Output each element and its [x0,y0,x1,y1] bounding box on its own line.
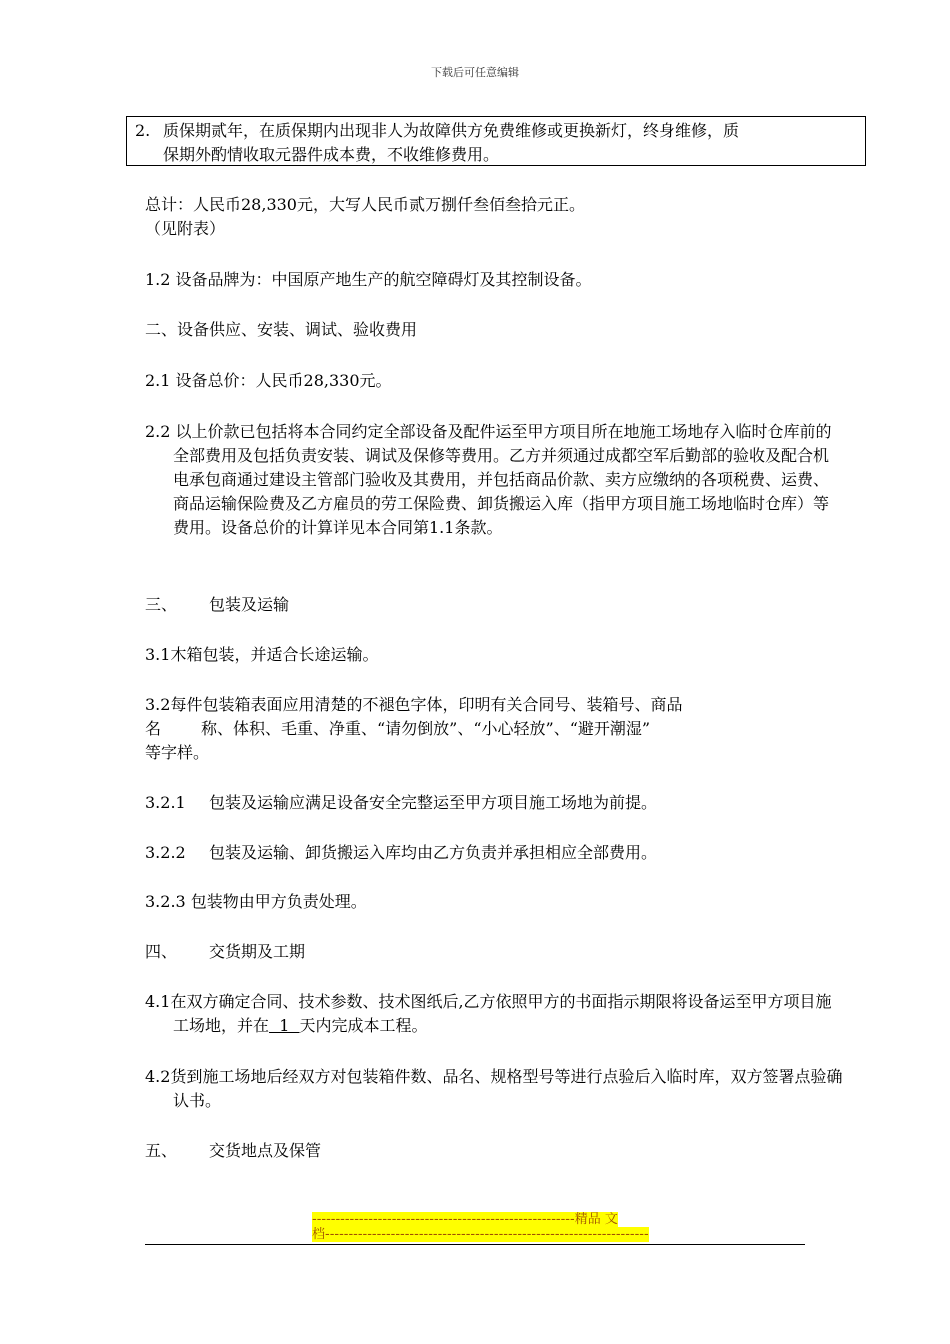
total-line-1: 总计：人民币28,330元，大写人民币贰万捌仟叁佰叁拾元正。 [145,195,585,214]
footer-watermark [312,1212,650,1242]
total-line-2: （见附表） [145,219,226,238]
clause-3-2-line-2-text: 称、体积、毛重、净重、“请勿倒放”、“小心轻放”、“避开潮湿” [201,719,651,738]
clause-4-1-text-after: 天内完成本工程。 [299,1016,428,1035]
clause-3-2-line-3: 等字样。 [145,743,210,762]
section-5-label: 交货地点及保管 [209,1141,322,1160]
clause-4-1-days: 1 [269,1016,300,1035]
footer-watermark-line-2 [312,1227,650,1242]
clause-3-2-3: 3.2.3 包装物由甲方负责处理。 [145,892,367,911]
clause-3-2-line-1: 3.2每件包装箱表面应用清楚的不褪色字体，印明有关合同号、装箱号、商品 [145,695,683,714]
clause-3-2-word-start: 名 [145,719,162,738]
section-3-label: 包装及运输 [209,595,290,614]
clause-3-2-line-2 [145,717,810,741]
clause-3-2-1-text: 包装及运输应满足设备安全完整运至甲方项目施工场地为前提。 [209,793,658,812]
warranty-box [126,116,866,166]
section-4-label: 交货期及工期 [209,942,306,961]
clause-4-1-text-before: 4.1在双方确定合同、技术参数、技术图纸后,乙方依照甲方的书面指示期限将设备运至甲方项目施工场地，并在 [145,992,832,1035]
clause-3-2-1 [145,791,810,815]
footer-watermark-text-2: 档--------------------------------------------------------------------- [312,1227,649,1242]
page-header: 下载后可任意编辑 [431,66,519,79]
clause-4-2: 4.2货到施工场地后经双方对包装箱件数、品名、规格型号等进行点验后入临时库，双方签署点验确认书。 [145,1067,843,1110]
section-3-number: 三、 [145,595,178,614]
section-4-number: 四、 [145,942,178,961]
clause-2-1: 2.1 设备总价：人民币28,330元。 [145,371,392,390]
total-amount [145,193,810,241]
section-4-title [145,940,810,964]
footer-watermark-line-1 [312,1212,650,1227]
warranty-text-2: 保期外酌情收取元器件成本费，不收维修费用。 [163,145,500,164]
warranty-number: 2. [135,121,151,140]
footer-rule [145,1244,805,1245]
section-5-number: 五、 [145,1141,178,1160]
clause-3-2-2 [145,841,810,865]
section-3-title [145,593,810,617]
clause-3-2-1-number: 3.2.1 [145,793,186,812]
clause-2-2: 2.2 以上价款已包括将本合同约定全部设备及配件运至甲方项目所在地施工场地存入临时仓库前的全部费用及包括负责安装、调试及保修等费用。乙方并须通过成都空军后勤部的验收及配合机电承包商通过建设主管部门验收及其费用，并包括商品价款、卖方应缴纳的各项税费、运费、商品运输保险费及乙方雇员的劳工保险费、卸货搬运入库（指甲方项目施工场地临时仓库）等费用。设备总价的计算详见本合同第1.1条款。 [145,422,832,537]
footer-watermark-text-1: --------------------------------------------------------精品 文 [312,1212,618,1227]
section-2-title: 二、设备供应、安装、调试、验收费用 [145,320,418,339]
clause-3-2 [145,693,810,765]
clause-3-2-2-number: 3.2.2 [145,843,186,862]
clause-3-2-2-text: 包装及运输、卸货搬运入库均由乙方负责并承担相应全部费用。 [209,843,658,862]
clause-1-2: 1.2 设备品牌为：中国原产地生产的航空障碍灯及其控制设备。 [145,270,592,289]
clause-4-1 [145,990,843,1038]
section-5-title [145,1139,810,1163]
warranty-line-1 [135,119,857,143]
clause-3-1: 3.1木箱包装，并适合长途运输。 [145,645,379,664]
warranty-text-1: 质保期贰年，在质保期内出现非人为故障供方免费维修或更换新灯，终身维修，质 [163,121,740,140]
